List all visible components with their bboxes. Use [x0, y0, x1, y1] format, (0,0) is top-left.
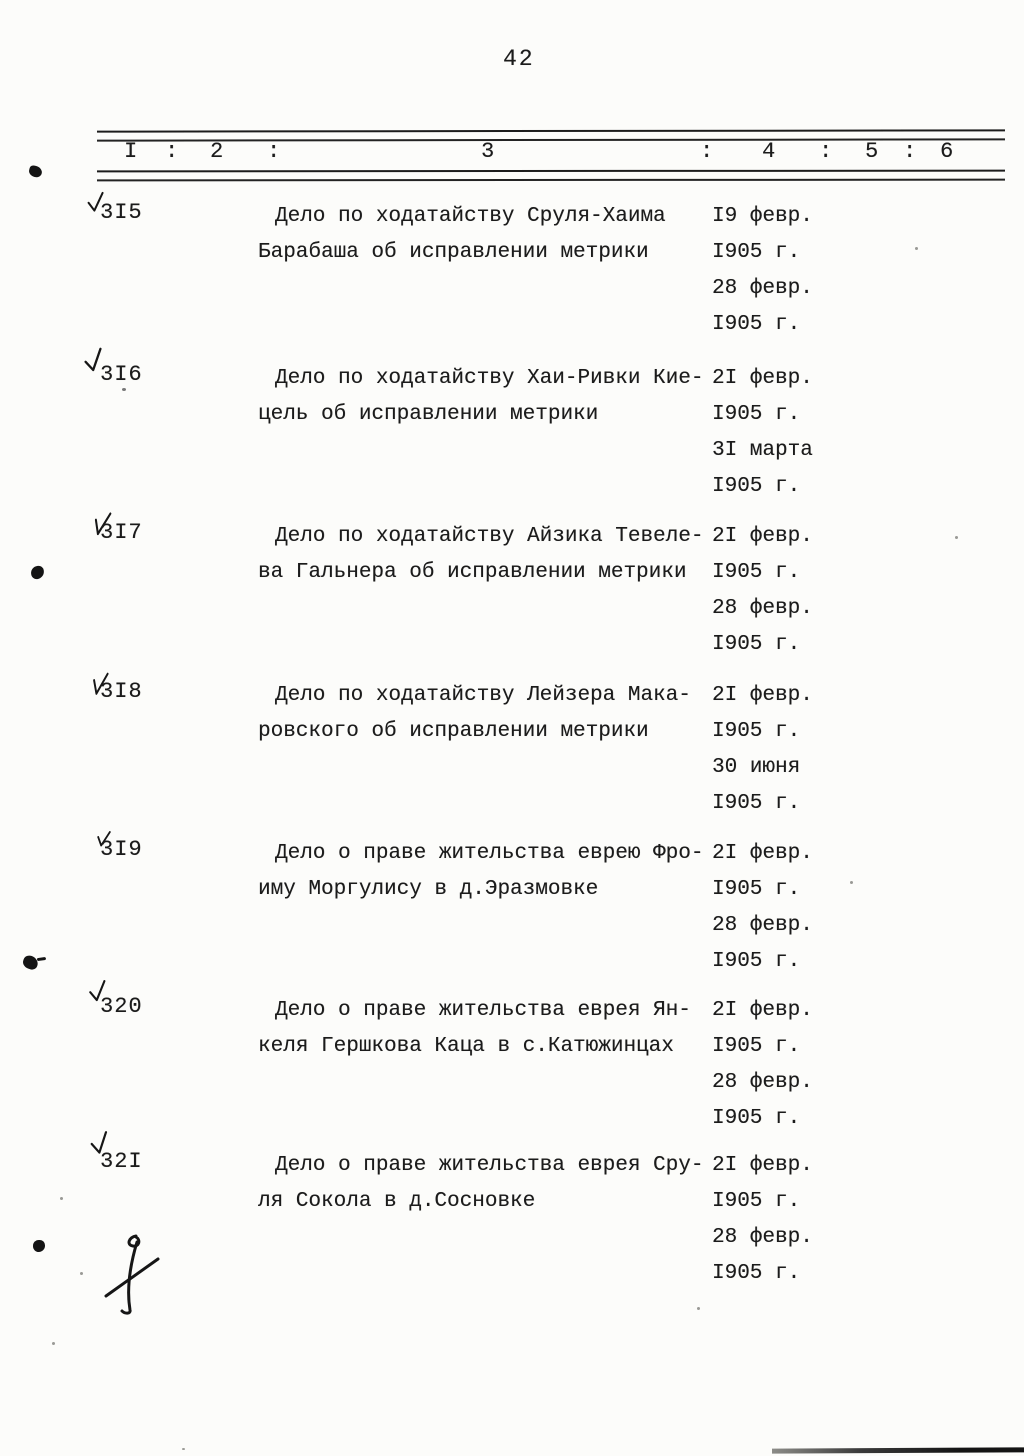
page-number: 42	[503, 46, 535, 72]
entry-number: 3I6	[100, 362, 143, 387]
scan-speck	[60, 1197, 63, 1200]
description-line: келя Гершкова Каца в с.Катюжинцах	[258, 1035, 674, 1058]
entry-dates	[712, 993, 862, 1137]
date-line: 2I февр.	[712, 367, 813, 390]
description-line: Дело о праве жительства еврея Сру-	[275, 1154, 704, 1177]
scan-speck	[182, 1448, 185, 1450]
entry-description	[258, 519, 713, 591]
entry-description	[258, 678, 713, 750]
column-header: 6	[940, 139, 954, 164]
entry-description	[258, 361, 713, 433]
scan-speck	[850, 881, 853, 884]
entry-description	[258, 1148, 713, 1220]
column-divider: :	[819, 139, 833, 164]
description-line: ва Гальнера об исправлении метрики	[258, 561, 687, 584]
table-row	[98, 993, 1008, 1143]
column-header: 4	[762, 139, 776, 164]
date-line: I905 г.	[712, 720, 801, 743]
entry-description	[258, 993, 713, 1065]
scan-speck	[122, 388, 126, 391]
date-line: I905 г.	[712, 878, 801, 901]
date-line: I905 г.	[712, 1107, 801, 1130]
date-line: 3I марта	[712, 439, 813, 462]
description-line: Дело о праве жительства еврея Ян-	[275, 999, 691, 1022]
entry-dates	[712, 199, 862, 343]
table-row	[98, 199, 1008, 349]
date-line: I905 г.	[712, 792, 801, 815]
date-line: 2I февр.	[712, 999, 813, 1022]
date-line: I905 г.	[712, 475, 801, 498]
date-line: 2I февр.	[712, 525, 813, 548]
column-divider: :	[267, 139, 281, 164]
date-line: I905 г.	[712, 1262, 801, 1285]
entry-description	[258, 199, 713, 271]
entry-dates	[712, 361, 862, 505]
description-line: Дело по ходатайству Лейзера Мака-	[275, 684, 691, 707]
entry-dates	[712, 519, 862, 663]
date-line: I905 г.	[712, 950, 801, 973]
column-header: 2	[210, 139, 224, 164]
handwritten-mark	[94, 1226, 164, 1318]
description-line: Дело по ходатайству Хаи-Ривки Кие-	[275, 367, 704, 390]
scan-speck	[697, 1307, 700, 1310]
description-line: Дело по ходатайству Айзика Тевеле-	[275, 525, 704, 548]
entry-number: 3I8	[100, 679, 143, 704]
description-line: Барабаша об исправлении метрики	[258, 241, 649, 264]
entry-number: 3I5	[100, 200, 143, 225]
description-line: Дело по ходатайству Сруля-Хаима	[275, 205, 666, 228]
date-line: 28 февр.	[712, 277, 813, 300]
description-line: ровского об исправлении метрики	[258, 720, 649, 743]
date-line: 28 февр.	[712, 1226, 813, 1249]
column-header: 3	[481, 139, 495, 164]
entry-number: 320	[100, 994, 143, 1019]
description-line: иму Моргулису в д.Эразмовке	[258, 878, 599, 901]
entry-number: 32I	[100, 1149, 143, 1174]
table-row	[98, 1148, 1008, 1298]
entry-dates	[712, 1148, 862, 1292]
column-header: I	[124, 139, 138, 164]
scan-speck	[955, 536, 958, 539]
table-row	[98, 519, 1008, 669]
entry-number: 3I9	[100, 837, 143, 862]
entry-number: 3I7	[100, 520, 143, 545]
description-line: Дело о праве жительства еврею Фро-	[275, 842, 704, 865]
date-line: I905 г.	[712, 403, 801, 426]
date-line: I905 г.	[712, 1035, 801, 1058]
date-line: 30 июня	[712, 756, 801, 779]
date-line: I905 г.	[712, 313, 801, 336]
scan-speck	[52, 1342, 55, 1345]
table-row	[98, 361, 1008, 511]
table-row	[98, 836, 1008, 986]
entry-dates	[712, 836, 862, 980]
column-header: 5	[865, 139, 879, 164]
date-line: 28 февр.	[712, 914, 813, 937]
description-line: цель об исправлении метрики	[258, 403, 599, 426]
entry-description	[258, 836, 713, 908]
date-line: I905 г.	[712, 561, 801, 584]
date-line: 2I февр.	[712, 684, 813, 707]
date-line: 28 февр.	[712, 1071, 813, 1094]
column-divider: :	[700, 139, 714, 164]
scan-speck	[80, 1272, 83, 1275]
date-line: I905 г.	[712, 633, 801, 656]
date-line: I905 г.	[712, 241, 801, 264]
date-line: I9 февр.	[712, 205, 813, 228]
column-divider: :	[165, 139, 179, 164]
entry-dates	[712, 678, 862, 822]
scan-speck	[915, 247, 918, 250]
column-divider: :	[903, 139, 917, 164]
date-line: 2I февр.	[712, 842, 813, 865]
date-line: I905 г.	[712, 1190, 801, 1213]
table-row	[98, 678, 1008, 828]
date-line: 2I февр.	[712, 1154, 813, 1177]
description-line: ля Сокола в д.Сосновке	[258, 1190, 536, 1213]
date-line: 28 февр.	[712, 597, 813, 620]
